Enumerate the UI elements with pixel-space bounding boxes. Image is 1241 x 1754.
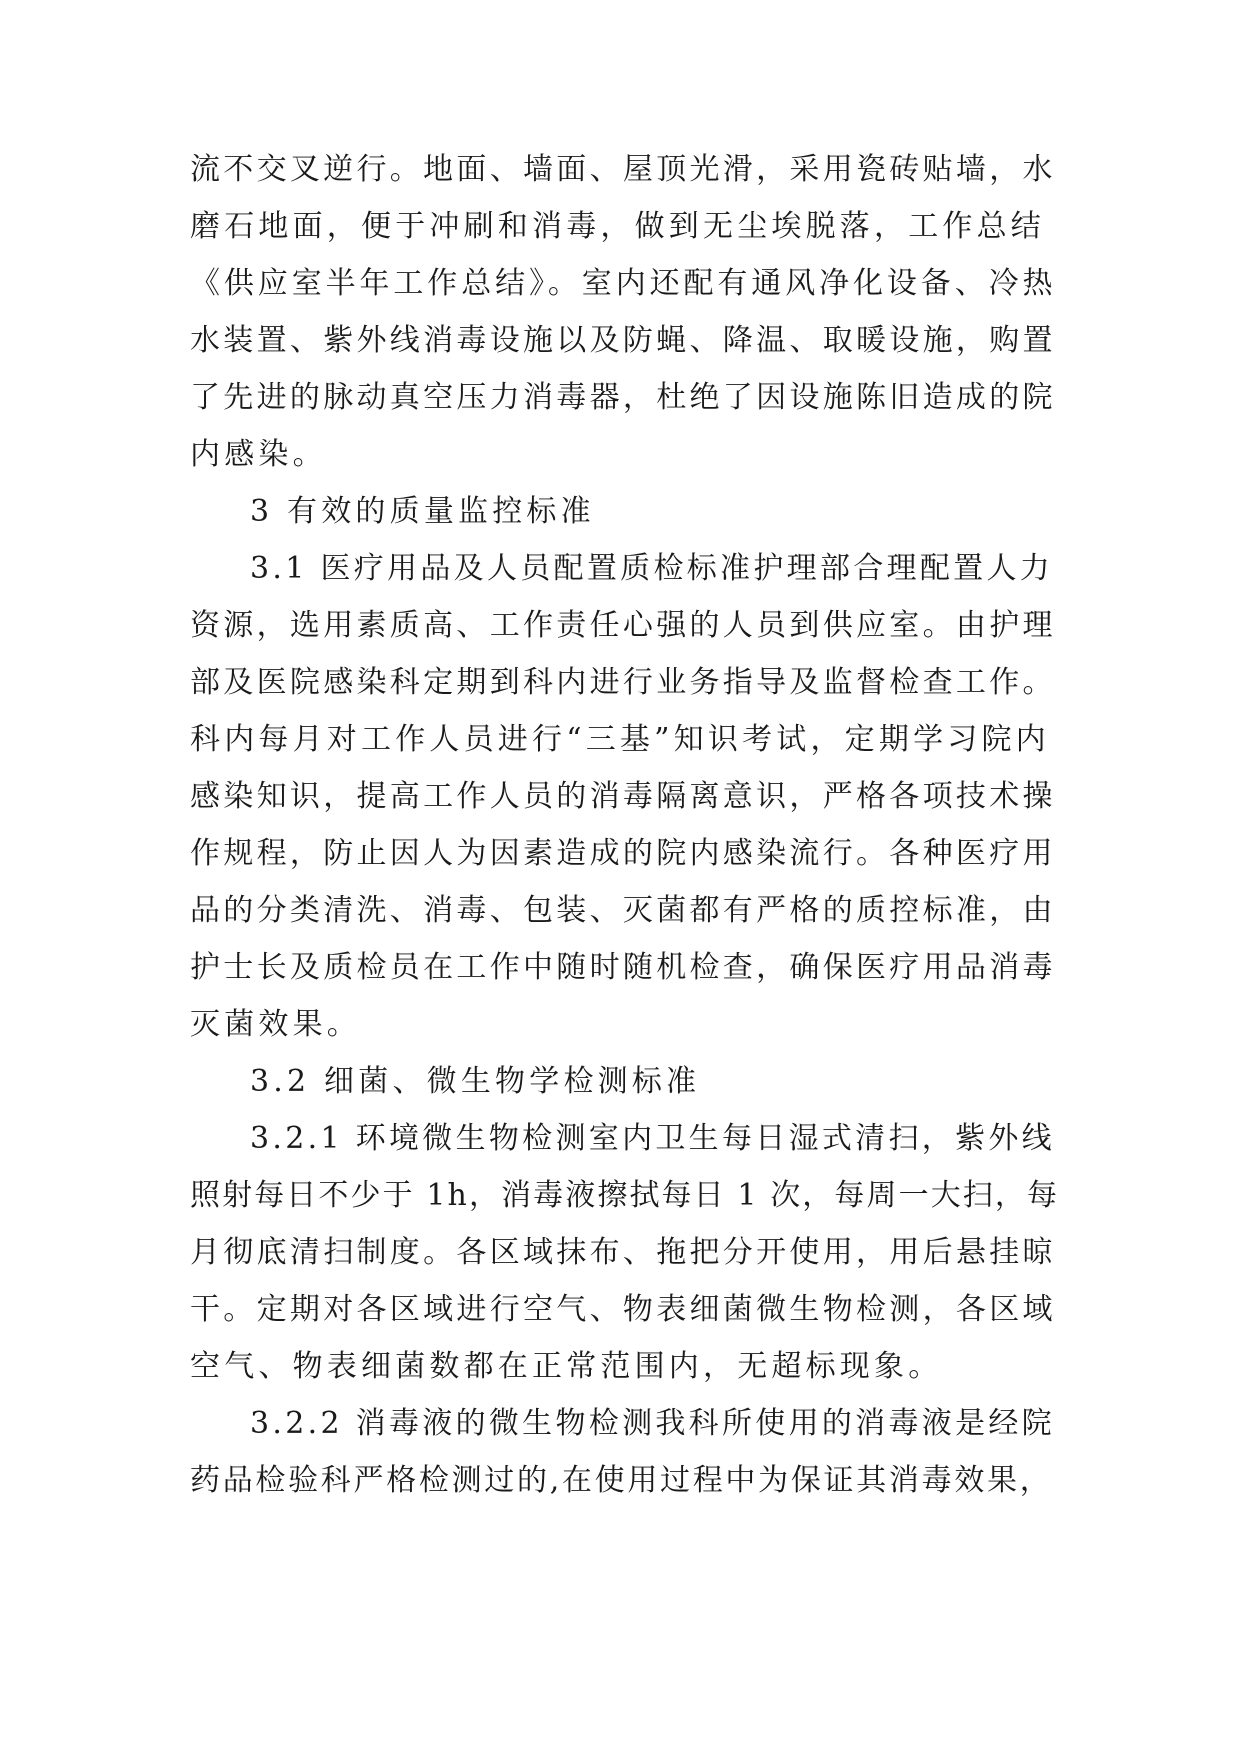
text-line: 3.2.1 环境微生物检测室内卫生每日湿式清扫，紫外线 — [250, 1121, 1055, 1156]
text-line: 部及医院感染科定期到科内进行业务指导及监督检查工作。 — [190, 665, 1056, 700]
section-heading: 3 有效的质量监控标准 — [250, 494, 595, 529]
text-line: 了先进的脉动真空压力消毒器，杜绝了因设施陈旧造成的院 — [190, 380, 1056, 415]
text-line: 《供应室半年工作总结》。室内还配有通风净化设备、冷热 — [190, 266, 1057, 301]
text-line: 品的分类清洗、消毒、包装、灭菌都有严格的质控标准，由 — [190, 893, 1056, 928]
text-line: 干。定期对各区域进行空气、物表细菌微生物检测，各区域 — [190, 1292, 1056, 1327]
text-line: 灭菌效果。 — [190, 1007, 361, 1042]
text-line: 磨石地面，便于冲刷和消毒，做到无尘埃脱落，工作总结 — [190, 209, 1045, 244]
text-line: 月彻底清扫制度。各区域抹布、拖把分开使用，用后悬挂晾 — [190, 1235, 1056, 1270]
section-heading: 3.2 细菌、微生物学检测标准 — [250, 1064, 701, 1099]
text-line: 感染知识，提高工作人员的消毒隔离意识，严格各项技术操 — [190, 779, 1056, 814]
text-line: 照射每日不少于 1h，消毒液擦拭每日 1 次，每周一大扫，每 — [190, 1178, 1060, 1213]
text-line: 资源，选用素质高、工作责任心强的人员到供应室。由护理 — [190, 608, 1056, 643]
text-line: 护士长及质检员在工作中随时随机检查，确保医疗用品消毒 — [190, 950, 1056, 985]
text-line: 空气、物表细菌数都在正常范围内，无超标现象。 — [190, 1349, 943, 1384]
text-line: 药品检验科严格检测过的,在使用过程中为保证其消毒效果， — [190, 1463, 1053, 1498]
text-line: 3.1 医疗用品及人员配置质检标准护理部合理配置人力 — [250, 551, 1054, 586]
text-line: 流不交叉逆行。地面、墙面、屋顶光滑，采用瓷砖贴墙，水 — [190, 152, 1056, 187]
text-line: 内感染。 — [190, 437, 327, 472]
text-line: 作规程，防止因人为因素造成的院内感染流行。各种医疗用 — [190, 836, 1056, 871]
text-line: 水装置、紫外线消毒设施以及防蝇、降温、取暖设施，购置 — [190, 323, 1056, 358]
text-line: 科内每月对工作人员进行“三基”知识考试，定期学习院内 — [190, 722, 1050, 757]
text-line: 3.2.2 消毒液的微生物检测我科所使用的消毒液是经院 — [250, 1406, 1055, 1441]
